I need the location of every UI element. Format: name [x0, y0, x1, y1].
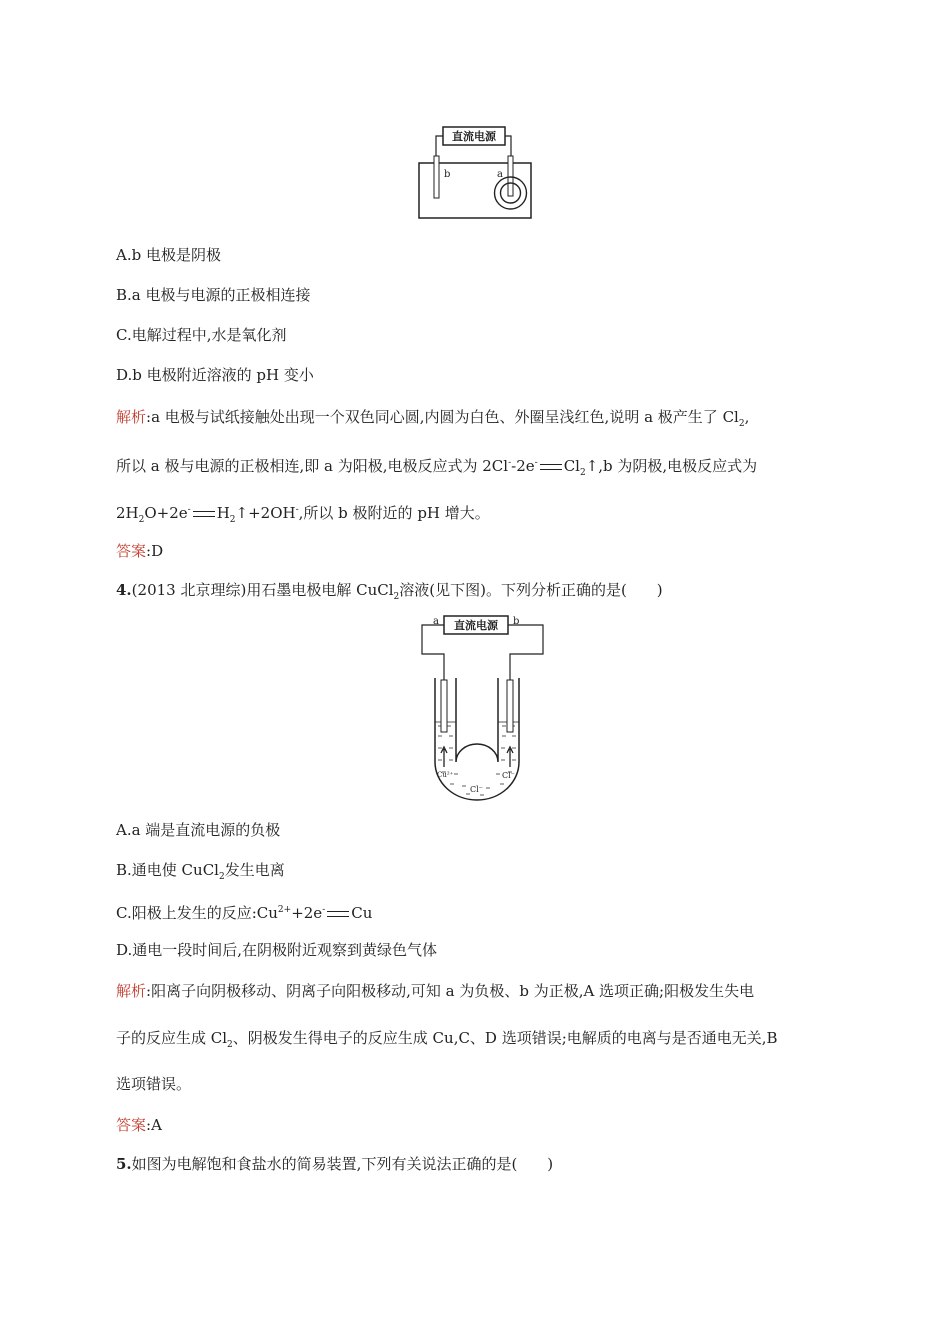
q4-option-c: C.阳极上发生的反应$:Cu^{2+}+2e^-$ Cu [116, 904, 373, 922]
terminal-a-label: a [433, 616, 439, 627]
q3-option-c: C.电解过程中,水是氧化剂 [116, 326, 287, 344]
electrode-b [434, 156, 439, 198]
q4-stem: 4.(2013 北京理综)用石墨电极电解 CuCl$_2$溶液(见下图)。下列分析正确的是( ) [116, 581, 663, 602]
ion-cu-label: Cu²⁺ [437, 771, 454, 779]
q3-answer: 答案:D [116, 542, 164, 560]
q4-analysis-line-2: 子的反应生成 $Cl_2$、阴极发生得电子的反应生成 Cu,C、D 选项错误;电解质的电离与是否通电无关,B [116, 1029, 778, 1050]
ion-cl-right-label: Cl⁻ [502, 771, 515, 780]
wire-left [436, 136, 443, 158]
power-label: 直流电源 [452, 130, 496, 143]
equals-sign [193, 511, 215, 517]
wire-right [508, 625, 543, 682]
electrode-right [507, 680, 513, 732]
q4-analysis-line-3: 选项错误。 [116, 1075, 192, 1093]
electrode-left [441, 680, 447, 732]
q4-option-d: D.通电一段时间后,在阴极附近观察到黄绿色气体 [116, 941, 438, 959]
power-label: 直流电源 [454, 619, 498, 632]
answer-label: 答案 [116, 542, 147, 560]
u-tube-electrolysis-diagram [416, 612, 550, 808]
analysis-label: 解析 [116, 408, 147, 426]
q4-option-a: A.a 端是直流电源的负极 [116, 821, 281, 839]
question-number: 5. [116, 1155, 132, 1173]
equals-sign [327, 911, 349, 917]
q4-analysis-line-1: 解析:阳离子向阴极移动、阴离子向阳极移动,可知 a 为负极、b 为正极,A 选项正确;阳极发生失电 [116, 982, 755, 1000]
electrolysis-paper-diagram [417, 126, 533, 220]
terminal-b-label: b [513, 616, 520, 627]
equals-sign [540, 464, 562, 470]
q5-stem: 5.如图为电解饱和食盐水的简易装置,下列有关说法正确的是( ) [116, 1155, 554, 1173]
q3-analysis-line-2: 所以 a 极与电源的正极相连,即 a 为阳极,电极反应式为 2Cl--2e- $Cl_2↑,b$ 为阴极,电极反应式为 [116, 457, 758, 478]
q3-option-b: B.a 电极与电源的正极相连接 [116, 286, 311, 304]
q4-option-b: B.通电使 CuCl$_2$发生电离 [116, 861, 285, 882]
analysis-label: 解析 [116, 982, 147, 1000]
u-tube-inner [456, 678, 498, 762]
answer-label: 答案 [116, 1116, 147, 1134]
q4-answer: 答案:A [116, 1116, 162, 1134]
electrode-a-label: a [497, 169, 503, 180]
q3-option-a: A.b 电极是阴极 [116, 246, 221, 264]
q3-option-d: D.b 电极附近溶液的 pH 变小 [116, 366, 314, 384]
wire-right [505, 136, 511, 158]
electrode-b-label: b [444, 169, 451, 180]
question-number: 4. [116, 581, 132, 599]
q3-analysis-line-1: 解析:a 电极与试纸接触处出现一个双色同心圆,内圆为白色、外圈呈浅红色,说明 a 极产生了 $Cl_2$, [116, 408, 750, 429]
wire-left [422, 625, 444, 682]
ion-cl-bottom-label: Cl⁻ [470, 785, 483, 794]
q3-analysis-line-3: $2H_2O+2e^-$ $H_2↑+2OH^-$,所以 b 极附近的 pH 增大。 [116, 504, 490, 525]
electrode-a [508, 156, 513, 196]
